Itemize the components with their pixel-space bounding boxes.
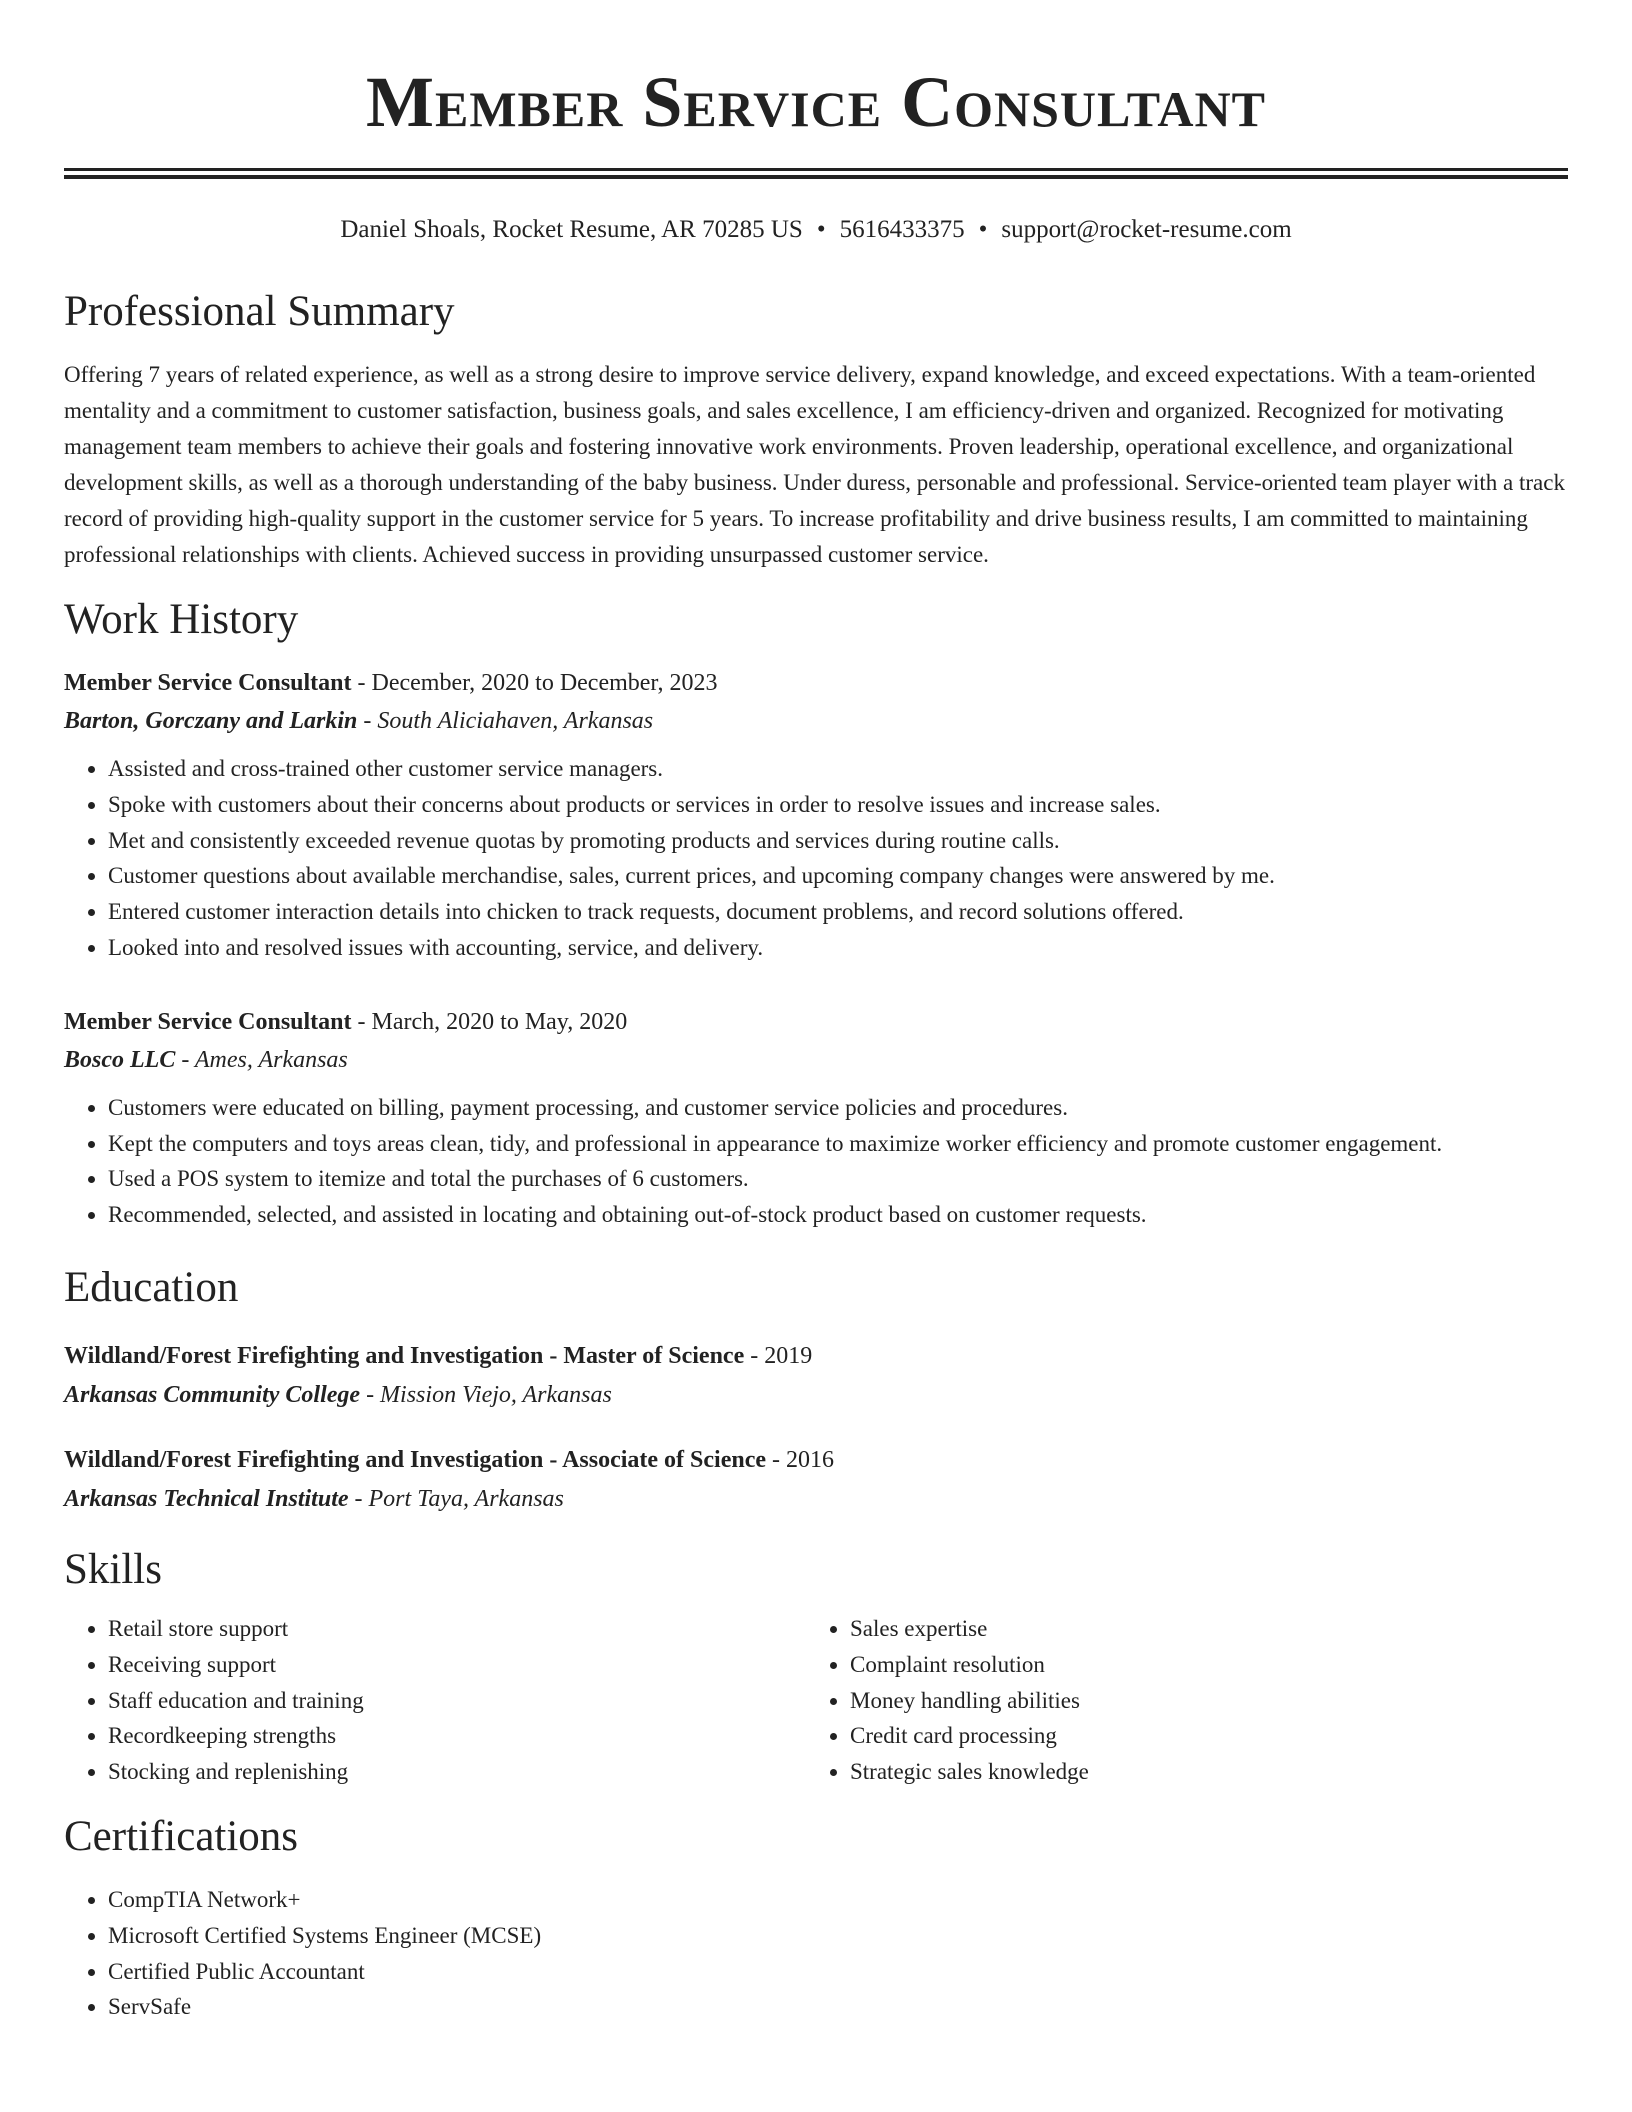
summary-heading: Professional Summary (64, 288, 455, 335)
education-school: Arkansas Community College (64, 1381, 361, 1408)
skill-item: • Staff education and training (108, 1683, 806, 1719)
contact-email: support@rocket-resume.com (1001, 216, 1292, 243)
job-title-line (64, 1004, 1568, 1040)
education-school-line (64, 1375, 1568, 1415)
summary-text: Offering 7 years of related experience, as well as a strong desire to improve service delivery, expand knowledge, and exceed expectations. With a team-oriented mentality and a commitment to customer satisfaction, business goals, and sales excellence, I am efficiency-driven and organized. Recognized for motivating management team members to achieve their goals and fostering innovative work environments. Proven leadership, operational excellence, and organizational development skills, as well as a thorough understanding of the baby business. Under duress, personable and professional. Service-oriented team player with a track record of providing high-quality support in the customer service for 5 years. To increase profitability and drive business results, I am committed to maintaining professional relationships with clients. Achieved success in providing unsurpassed customer service. (64, 362, 1565, 567)
education-degree: Wildland/Forest Firefighting and Investigation - Associate of Science (64, 1446, 767, 1473)
job-bullets (64, 751, 1568, 966)
skills-columns (64, 1611, 1568, 1790)
job-role: Member Service Consultant (64, 1008, 352, 1035)
job-bullet: • Customer questions about available merchandise, sales, current prices, and upcoming company changes were answered by me. (108, 858, 1568, 894)
skill-item: • Money handling abilities (850, 1683, 1548, 1719)
education-year: - 2019 (744, 1342, 813, 1369)
certification-item: • Microsoft Certified Systems Engineer (MCSE) (108, 1918, 1568, 1954)
job-company-line (64, 1040, 1568, 1080)
job-dates: - December, 2020 to December, 2023 (351, 670, 718, 696)
education-school: Arkansas Technical Institute (64, 1485, 349, 1512)
education-school-line (64, 1479, 1568, 1519)
certifications-heading: Certifications (64, 1812, 299, 1860)
skill-item: • Sales expertise (850, 1611, 1548, 1647)
job-entry (64, 665, 1568, 966)
job-bullet: • Assisted and cross-trained other customer service managers. (108, 751, 1568, 787)
skill-item: • Complaint resolution (850, 1647, 1548, 1683)
contact-line (64, 215, 1568, 245)
skill-item: • Recordkeeping strengths (108, 1718, 806, 1754)
job-location: - South Aliciahaven, Arkansas (357, 708, 654, 734)
certification-item: • ServSafe (108, 1989, 1568, 2025)
title-divider (64, 168, 1568, 179)
certification-item: • CompTIA Network+ (108, 1882, 1568, 1918)
skills-list-right (806, 1611, 1548, 1790)
job-company: Bosco LLC (64, 1046, 176, 1073)
education-heading: Education (64, 1263, 239, 1311)
job-company-line (64, 701, 1568, 741)
education-location: - Mission Viejo, Arkansas (360, 1381, 612, 1408)
job-entry (64, 1004, 1568, 1233)
job-bullet: • Customers were educated on billing, payment processing, and customer service policies and procedures. (108, 1090, 1568, 1126)
job-title-line (64, 665, 1568, 701)
skill-item: • Retail store support (108, 1611, 806, 1647)
job-location: - Ames, Arkansas (175, 1046, 348, 1073)
job-bullet: • Looked into and resolved issues with accounting, service, and delivery. (108, 930, 1568, 966)
job-role: Member Service Consultant (64, 670, 352, 696)
job-bullet: • Recommended, selected, and assisted in locating and obtaining out-of-stock product based on customer requests. (108, 1197, 1568, 1233)
skills-heading: Skills (64, 1545, 162, 1593)
skill-item: • Strategic sales knowledge (850, 1754, 1548, 1790)
skill-item: • Credit card processing (850, 1718, 1548, 1754)
education-location: - Port Taya, Arkansas (348, 1485, 564, 1512)
job-dates: - March, 2020 to May, 2020 (351, 1008, 628, 1035)
education-entry (64, 1441, 1568, 1519)
job-bullet: • Entered customer interaction details into chicken to track requests, document problems, and record solutions offered. (108, 894, 1568, 930)
education-degree: Wildland/Forest Firefighting and Investigation - Master of Science (64, 1342, 745, 1369)
contact-phone: 5616433375 (839, 216, 965, 243)
job-bullet: • Met and consistently exceeded revenue quotas by promoting products and services during routine calls. (108, 823, 1568, 859)
skill-item: • Stocking and replenishing (108, 1754, 806, 1790)
resume-title: Member Service Consultant (366, 62, 1266, 142)
education-entry (64, 1337, 1568, 1415)
education-degree-line (64, 1337, 1568, 1375)
job-bullets (64, 1090, 1568, 1233)
education-degree-line (64, 1441, 1568, 1479)
job-bullet: • Kept the computers and toys areas clean, tidy, and professional in appearance to maximize worker efficiency and promote customer engagement. (108, 1126, 1568, 1162)
contact-address: Daniel Shoals, Rocket Resume, AR 70285 US (340, 216, 803, 243)
education-year: - 2016 (766, 1446, 835, 1473)
job-bullet: • Spoke with customers about their concerns about products or services in order to resolve issues and increase sales. (108, 787, 1568, 823)
certification-item: • Certified Public Accountant (108, 1954, 1568, 1990)
contact-separator: • (978, 216, 988, 243)
skill-item: • Receiving support (108, 1647, 806, 1683)
skills-list-left (64, 1611, 806, 1790)
job-company: Barton, Gorczany and Larkin (64, 708, 358, 734)
job-bullet: • Used a POS system to itemize and total the purchases of 6 customers. (108, 1161, 1568, 1197)
work-history-heading: Work History (64, 596, 299, 643)
certifications-list (64, 1882, 1568, 2025)
contact-separator: • (816, 216, 826, 243)
